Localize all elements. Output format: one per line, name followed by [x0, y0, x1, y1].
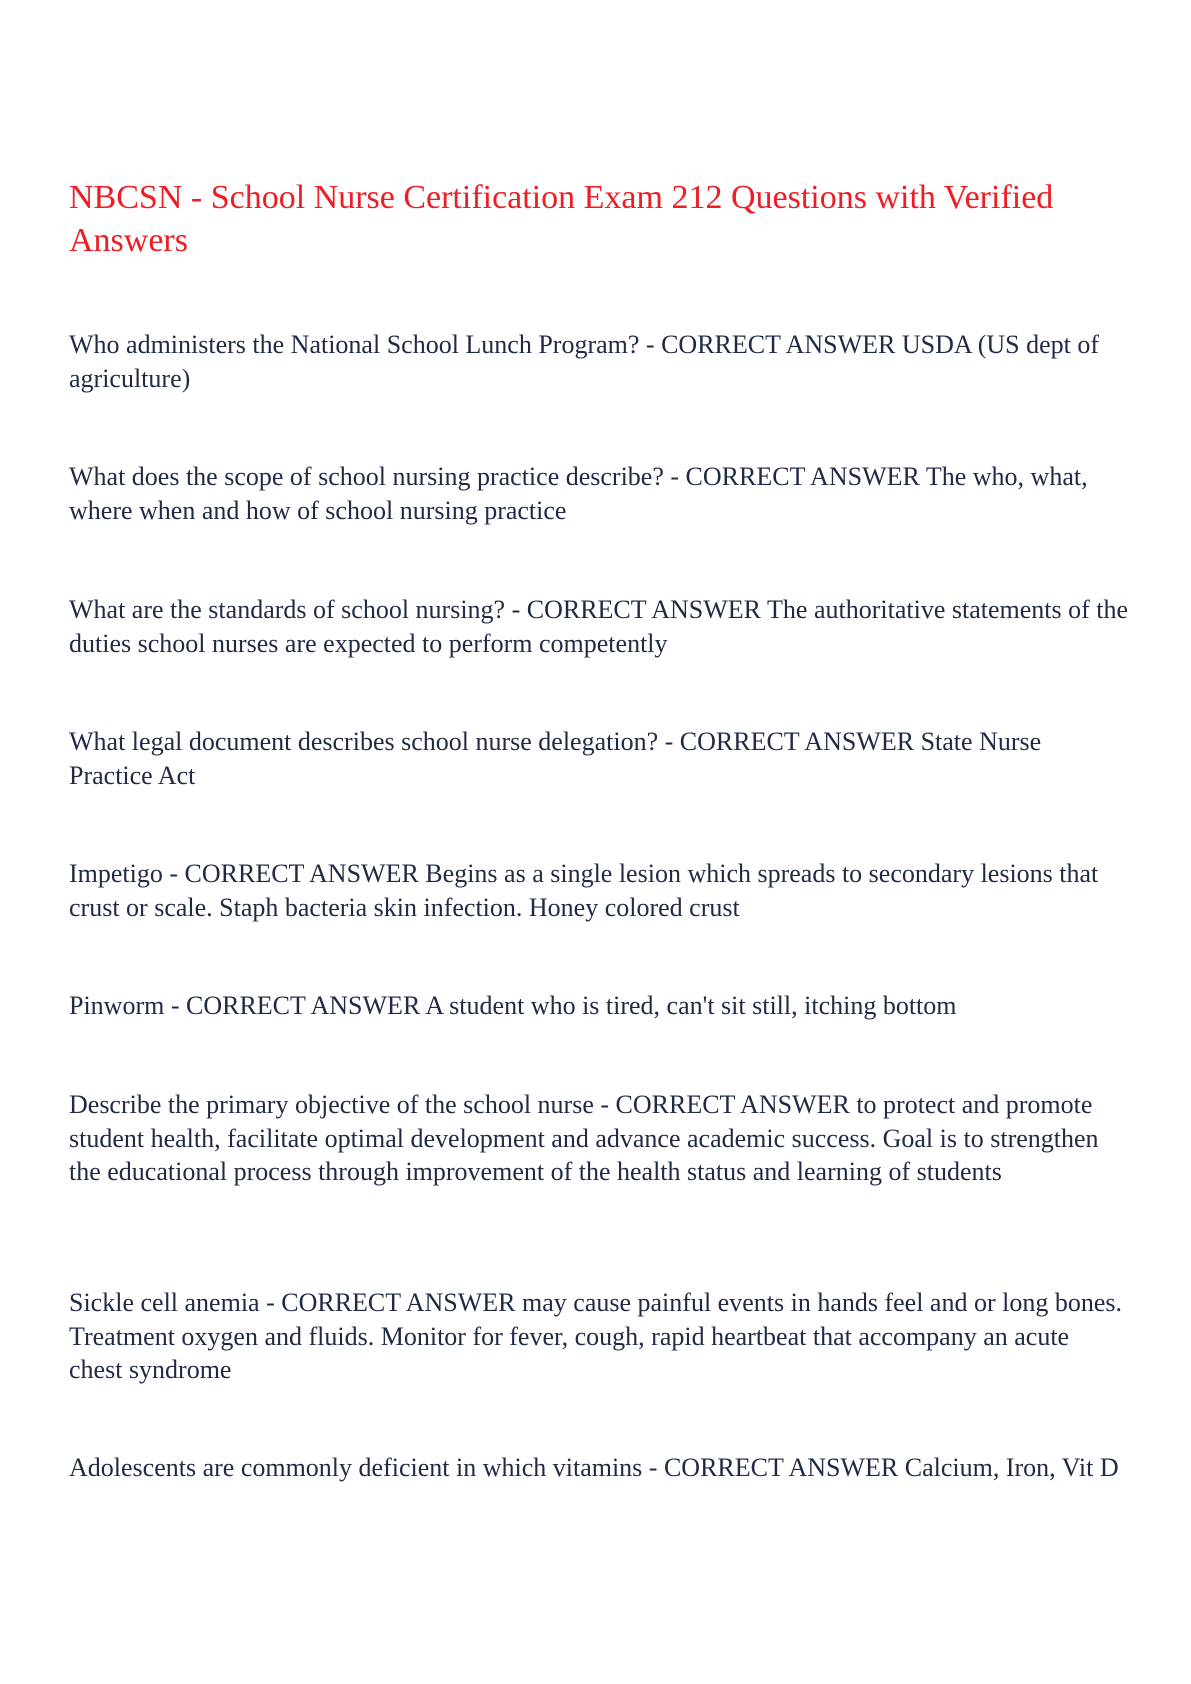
qa-entry-national-school-lunch: Who administers the National School Lunch Program? - CORRECT ANSWER USDA (US dept of agriculture): [69, 330, 1100, 393]
qa-entry-pinworm: Pinworm - CORRECT ANSWER A student who is tired, can't sit still, itching bottom: [69, 991, 957, 1020]
document-title: NBCSN - School Nurse Certification Exam 212 Questions with Verified Answers: [69, 179, 1054, 259]
qa-entry-scope-of-practice: What does the scope of school nursing practice describe? - CORRECT ANSWER The who, what, where when and how of school nursing practice: [69, 462, 1088, 525]
qa-entry-standards: What are the standards of school nursing? - CORRECT ANSWER The authoritative statements of the duties school nurses are expected to perform competently: [69, 595, 1129, 658]
qa-entry-impetigo: Impetigo - CORRECT ANSWER Begins as a single lesion which spreads to secondary lesions that crust or scale. Staph bacteria skin infection. Honey colored crust: [69, 859, 1099, 922]
qa-entry-primary-objective: Describe the primary objective of the school nurse - CORRECT ANSWER to protect and promote student health, facilitate optimal development and advance academic success. Goal is to strengthen the educational process through improvement of the health status and learning of students: [69, 1090, 1099, 1186]
qa-entry-sickle-cell: Sickle cell anemia - CORRECT ANSWER may cause painful events in hands feel and or long bones. Treatment oxygen and fluids. Monitor for fever, cough, rapid heartbeat that accompany an acute chest syndrome: [69, 1288, 1123, 1384]
qa-entry-delegation: What legal document describes school nurse delegation? - CORRECT ANSWER State Nurse Practice Act: [69, 727, 1042, 790]
qa-entry-adolescent-vitamins: Adolescents are commonly deficient in which vitamins - CORRECT ANSWER Calcium, Iron, Vit D: [69, 1453, 1119, 1482]
